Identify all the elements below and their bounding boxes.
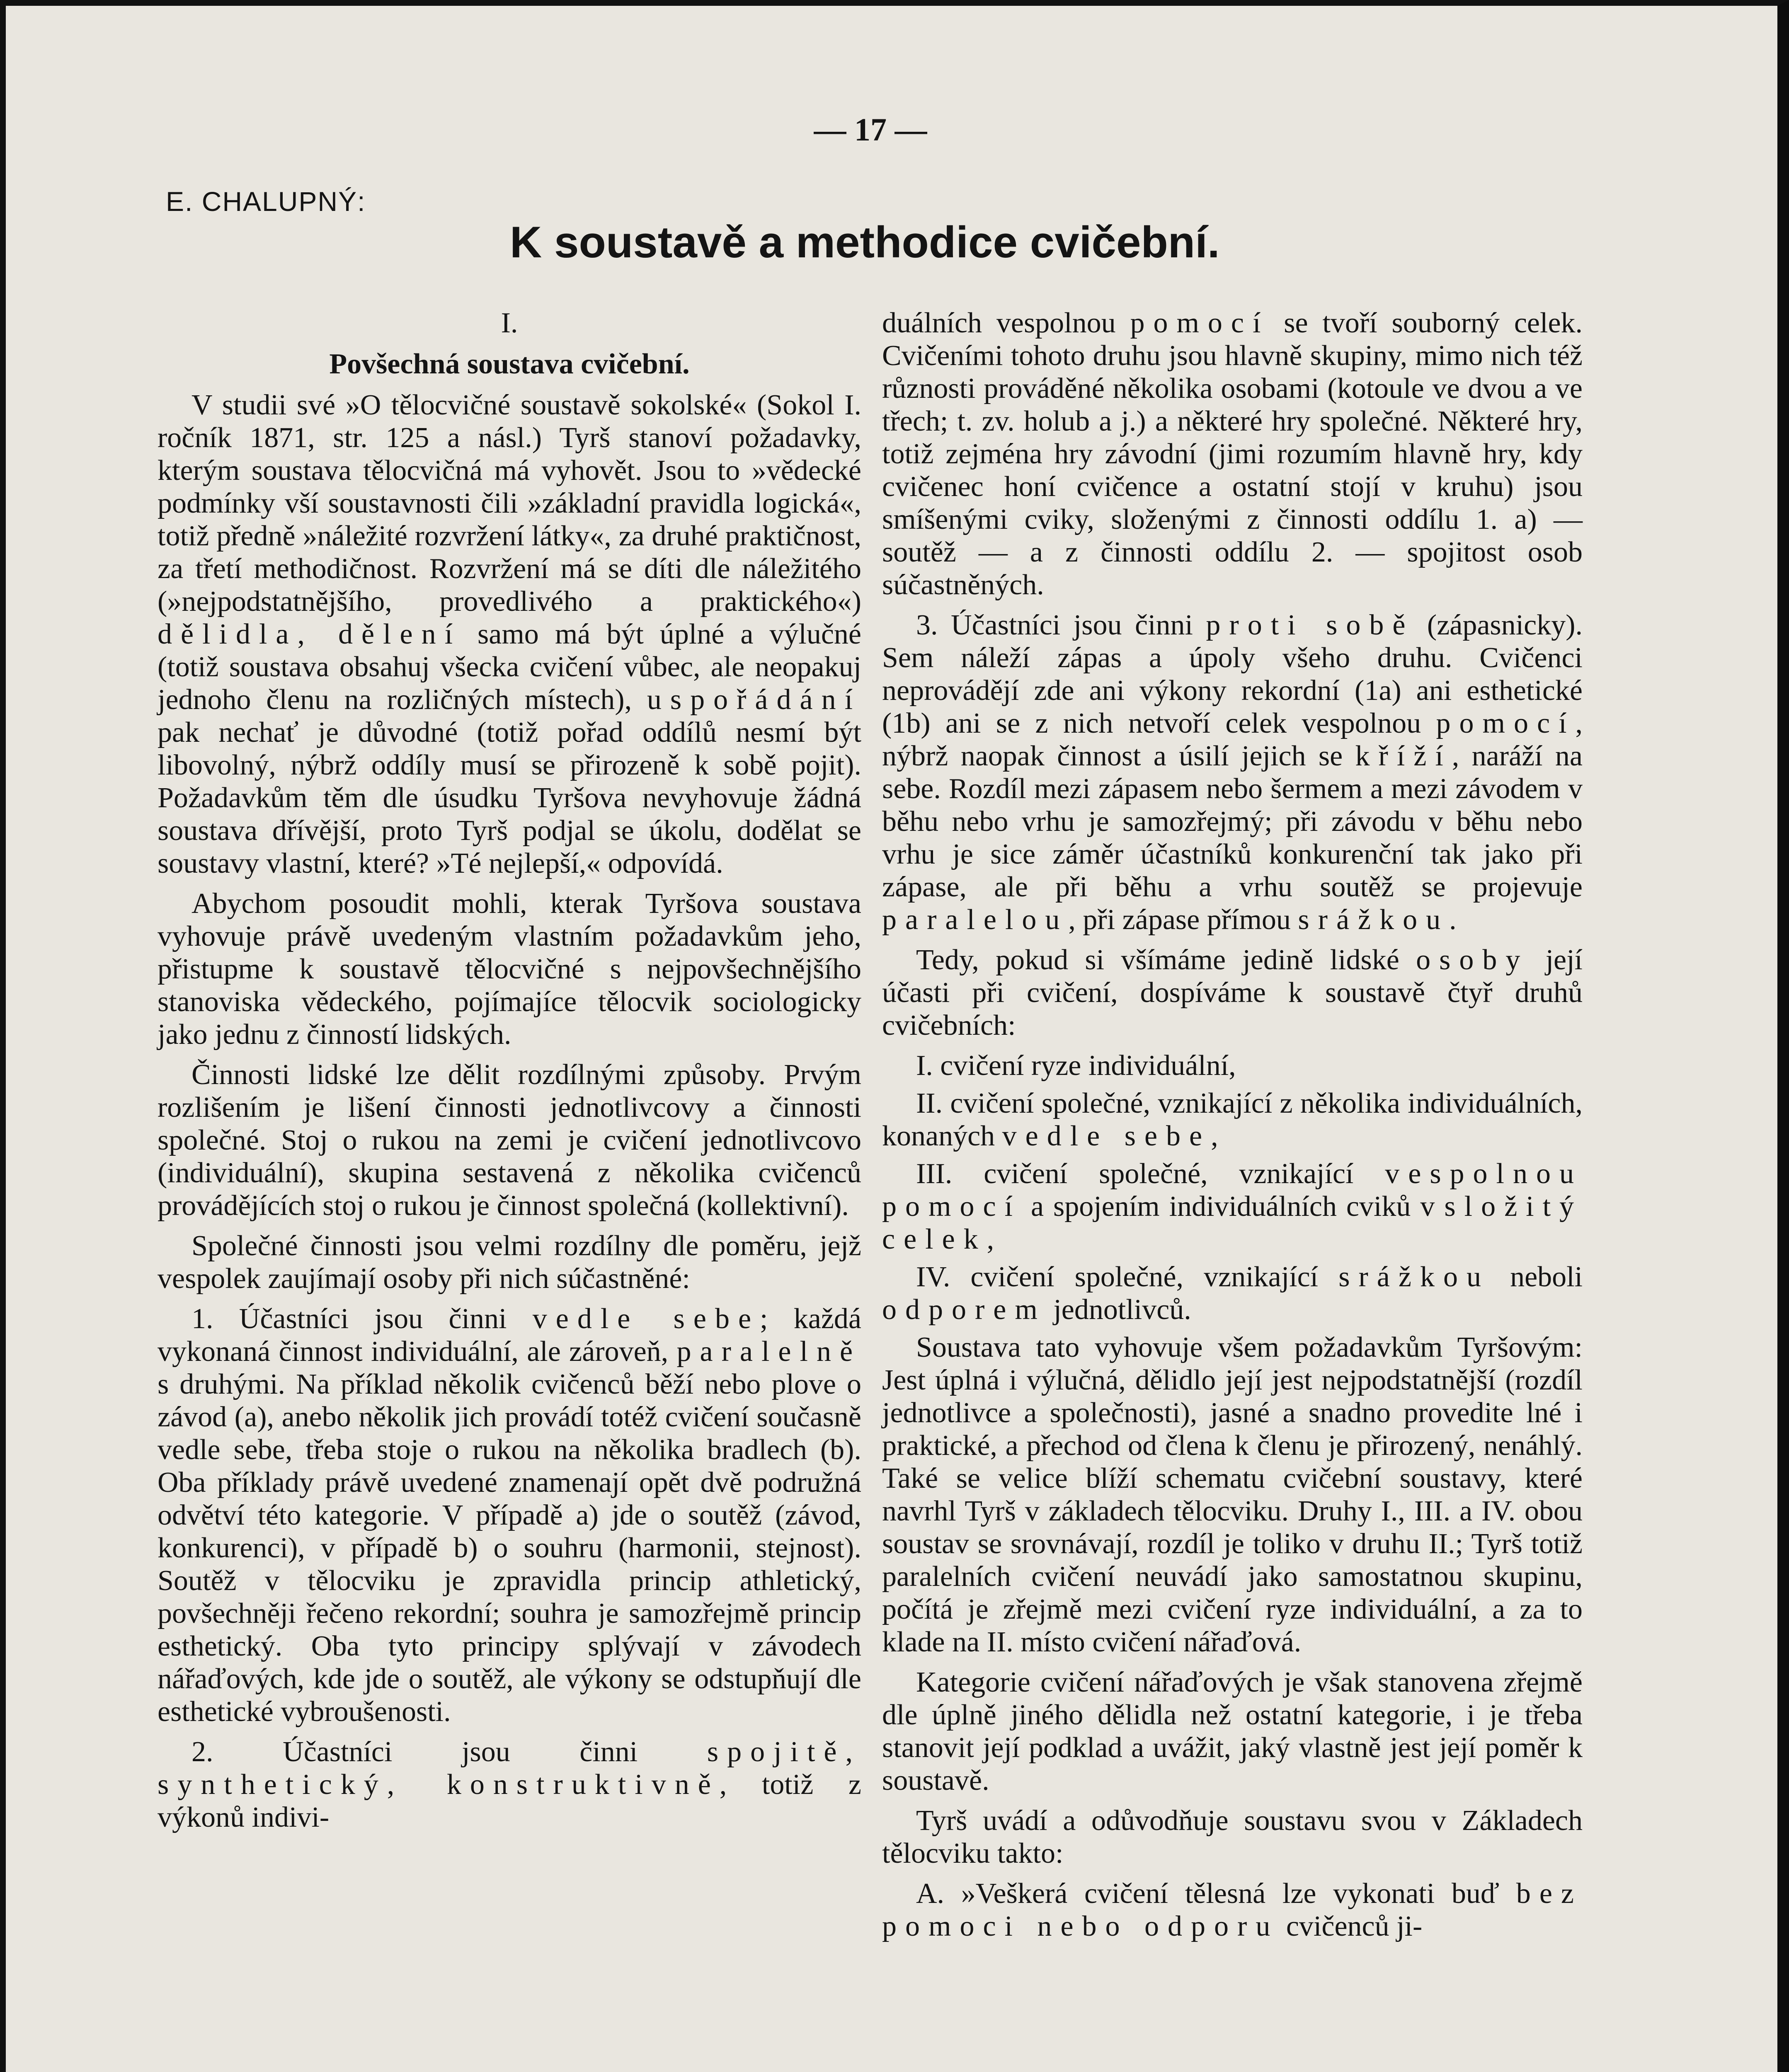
list-text: , [987, 1223, 994, 1255]
spaced-text: vedle sebe [532, 1303, 760, 1335]
paragraph-text: . [1449, 904, 1457, 936]
page-number: — 17 — [814, 111, 927, 148]
list-item: I. cvičení ryze individuální, [916, 1050, 1236, 1082]
paragraph [158, 1736, 861, 1834]
list-text: a spojením individuálních cviků v [1030, 1191, 1435, 1222]
author-name: E. CHALUPNÝ: [166, 186, 366, 217]
spaced-text: paralelně [676, 1336, 862, 1368]
spaced-text: odporem [882, 1294, 1046, 1326]
spaced-text: složitý celek [882, 1191, 1583, 1255]
list-text: III. cvičení společné, vznikající [916, 1158, 1354, 1190]
paragraph [158, 1302, 861, 1728]
spaced-text: vedle sebe [1002, 1120, 1211, 1152]
spaced-text: proti sobě [1206, 609, 1414, 641]
paragraph-text: ; každá vykonaná činnost individuální, ale zároveň, [158, 1303, 861, 1368]
spaced-text: srážkou [1298, 904, 1450, 936]
spaced-text: pomocí [1130, 307, 1270, 339]
paragraph [882, 609, 1583, 936]
paragraph-text: 1. Účastníci jsou činni [192, 1303, 507, 1335]
article-title: K soustavě a methodice cvičební. [510, 217, 1220, 267]
spaced-text: kříží [1355, 740, 1452, 772]
spaced-text: uspořádání [647, 684, 862, 716]
paragraph: Činnosti lidské lze dělit rozdílnými způsoby. Prvým rozlišením je lišení činnosti jednotlivcovy a činnosti společné. Stoj o rukou na zemi je cvičení jednotlivcovo (individuální), skupina sestavená z několika cvičenců provádějících stoj o rukou je činnost společná (kollektivní). [158, 1059, 861, 1222]
paragraph-text: 2. Účastníci jsou činni [192, 1736, 638, 1768]
paragraph: Tyrš uvádí a odůvodňuje soustavu svou v Základech tělocviku takto: [882, 1805, 1583, 1869]
paragraph-text: , naráží na sebe. Rozdíl mezi zápasem nebo šermem a mezi závodem v běhu nebo vrhu je samozřejmý; při závodu v běhu nebo vrhu je sice záměr účastníků konkurenční tak jako při zápase, ale při běhu a vrhu soutěž se projevuje [882, 740, 1583, 903]
paragraph: Soustava tato vyhovuje všem požadavkům Tyršovým: Jest úplná i výlučná, dělidlo její jest nejpodstatnější (rozdíl jednotlivce a společnosti), jasné a snadno provedite lné i praktické, a přechod od člena k členu je přirozený, nenáhlý. Také se velice blíží schematu cvičební soustavy, které navrhl Tyrš v základech tělocviku. Druhy I., III. a IV. obou soustav se srovnávají, rozdíl je toliko v druhu II.; Tyrš totiž paralelních cvičení neuvádí jako samostatnou skupinu, počítá je zřejmě mezi cvičení ryze individuální, a za to klade na II. místo cvičení nářaďová. [882, 1331, 1583, 1658]
list-text: jednotlivců. [1053, 1294, 1191, 1326]
section-title: Povšechná soustava cvičební. [329, 348, 690, 380]
spaced-text: dělidla, dělení [158, 618, 462, 650]
paragraph [882, 1877, 1583, 1943]
right-column [882, 307, 1583, 1950]
spaced-text: paralelou [882, 904, 1069, 936]
paragraph: Společné činnosti jsou velmi rozdílny dle poměru, jejž vespolek zaujímají osoby při nich súčastněné: [158, 1230, 861, 1295]
paragraph [882, 944, 1583, 1042]
section-number: I. [501, 307, 518, 339]
spaced-text: srážkou [1338, 1261, 1490, 1293]
paragraph-text: její účasti při cvičení, dospíváme k soustavě čtyř druhů cvičebních: [882, 944, 1583, 1041]
paragraph-text: V studii své »O tělocvičné soustavě sokolské« (Sokol I. ročník 1871, str. 125 a násl.) Tyrš stanoví požadavky, kterým soustava tělocvičná má vyhovět. Jsou to »vědecké podmínky vší soustavnosti čili »základní pravidla logická«, totiž předně »náležité rozvržení látky«, za druhé praktičnost, za třetí methodičnost. Rozvržení má se díti dle náležitého (»nejpodstatnějšího, provedlivého a praktického«) [158, 389, 861, 617]
paragraph: Kategorie cvičení nářaďových je však stanovena zřejmě dle úplně jiného dělidla než ostatní kategorie, i je třeba stanovit její podklad a uvážit, jaký vlastně jest její poměr k soustavě. [882, 1666, 1583, 1796]
paragraph: Abychom posoudit mohli, kterak Tyršova soustava vyhovuje právě uvedeným vlastním požadavkům jeho, přistupme k soustavě tělocvičné s nejpovšechnějšího stanoviska vědeckého, pojímajíce tělocvik sociologicky jako jednu z činností lidských. [158, 888, 861, 1051]
paragraph-text: A. »Veškerá cvičení tělesná lze vykonati buď [916, 1878, 1500, 1910]
paragraph-text: (zápasnicky). Sem náleží zápas a úpoly všeho druhu. Cvičenci neprovádějí zde ani výkony rekordní (1a) ani esthetické (1b) ani se z nich netvoří celek vespolnou [882, 609, 1583, 739]
paragraph-text: , při zápase přímou [1068, 904, 1291, 936]
paragraph-text: , nýbrž naopak činnost a úsilí jejich se [882, 707, 1583, 772]
paragraph-text: duálních vespolnou [882, 307, 1116, 339]
paragraph-text: cvičenců ji- [1286, 1910, 1423, 1942]
spaced-text: vespolnou pomocí [882, 1158, 1583, 1222]
paragraph-text: Tedy, pokud si všímáme jedině lidské [916, 944, 1399, 976]
spaced-text: bez pomoci nebo odporu [882, 1878, 1583, 1942]
list-text: , [1211, 1120, 1218, 1152]
list-item [882, 1157, 1583, 1256]
list-text: neboli [1510, 1261, 1583, 1293]
paragraph [158, 389, 861, 880]
list-item [882, 1261, 1583, 1326]
paragraph-text: , totiž z výkonů indivi- [158, 1769, 861, 1833]
paragraph-text: samo má být úplné a výlučné (totiž soustava obsahuj všecka cvičení vůbec, ale neopakuj jednoho členu na rozličných místech), [158, 618, 861, 716]
spaced-text: osoby [1416, 944, 1529, 976]
list-item [882, 1087, 1583, 1152]
paragraph-text: pak nechať je důvodné (totiž pořad oddílů nesmí být libovolný, nýbrž oddíly musí se přirozeně k sobě pojit). Požadavkům těm dle úsudku Tyršova nevyhovuje žádná soustava dřívější, proto Tyrš podjal se úkolu, dodělat se soustavy vlastní, které? »Té nejlepší,« odpovídá. [158, 716, 861, 879]
spaced-text: pomocí [1436, 707, 1576, 739]
list-text: II. cvičení společné, vznikající z několika individuálních, konaných [882, 1087, 1583, 1152]
paragraph-text: s druhými. Na příklad několik cvičenců běží nebo plove o závod (a), anebo několik jich provádí totéž cvičení současně vedle sebe, třeba stoje o rukou na několika bradlech (b). Oba příklady právě uvedené znamenají opět dvě podružná odvětví této kategorie. V případě a) jde o soutěž (závod, konkurenci), v případě b) o souhru (harmonii, stejnost). Soutěž v tělocviku je zpravidla princip athletický, povšechněji řečeno rekordní; souhra je samozřejmě princip esthetický. Oba tyto principy splývají v závodech nářaďových, kde jde o soutěž, ale výkony se odstupňují dle esthetické vybroušenosti. [158, 1368, 861, 1728]
left-column [158, 307, 861, 1841]
list-text: IV. cvičení společné, vznikající [916, 1261, 1319, 1293]
spaced-text: spojitě, synthetický, konstruktivně [158, 1736, 861, 1801]
paragraph-text: se tvoří souborný celek. Cvičeními tohoto druhu jsou hlavně skupiny, mimo nich též různosti prováděné několika osobami (kotoule ve dvou a ve třech; t. zv. holub a j.) a některé hry společné. Některé hry, totiž zejména hry závodní (jimi rozumím hlavně hry, kdy cvičenec honí cvičence a ostatní stojí v kruhu) jsou smíšenými cviky, složenými z činnosti oddílu 1. a) — soutěž — a z činnosti oddílu 2. — spojitost osob súčastněných. [882, 307, 1583, 601]
paragraph [882, 307, 1583, 601]
paragraph-text: 3. Účastníci jsou činni [916, 609, 1193, 641]
